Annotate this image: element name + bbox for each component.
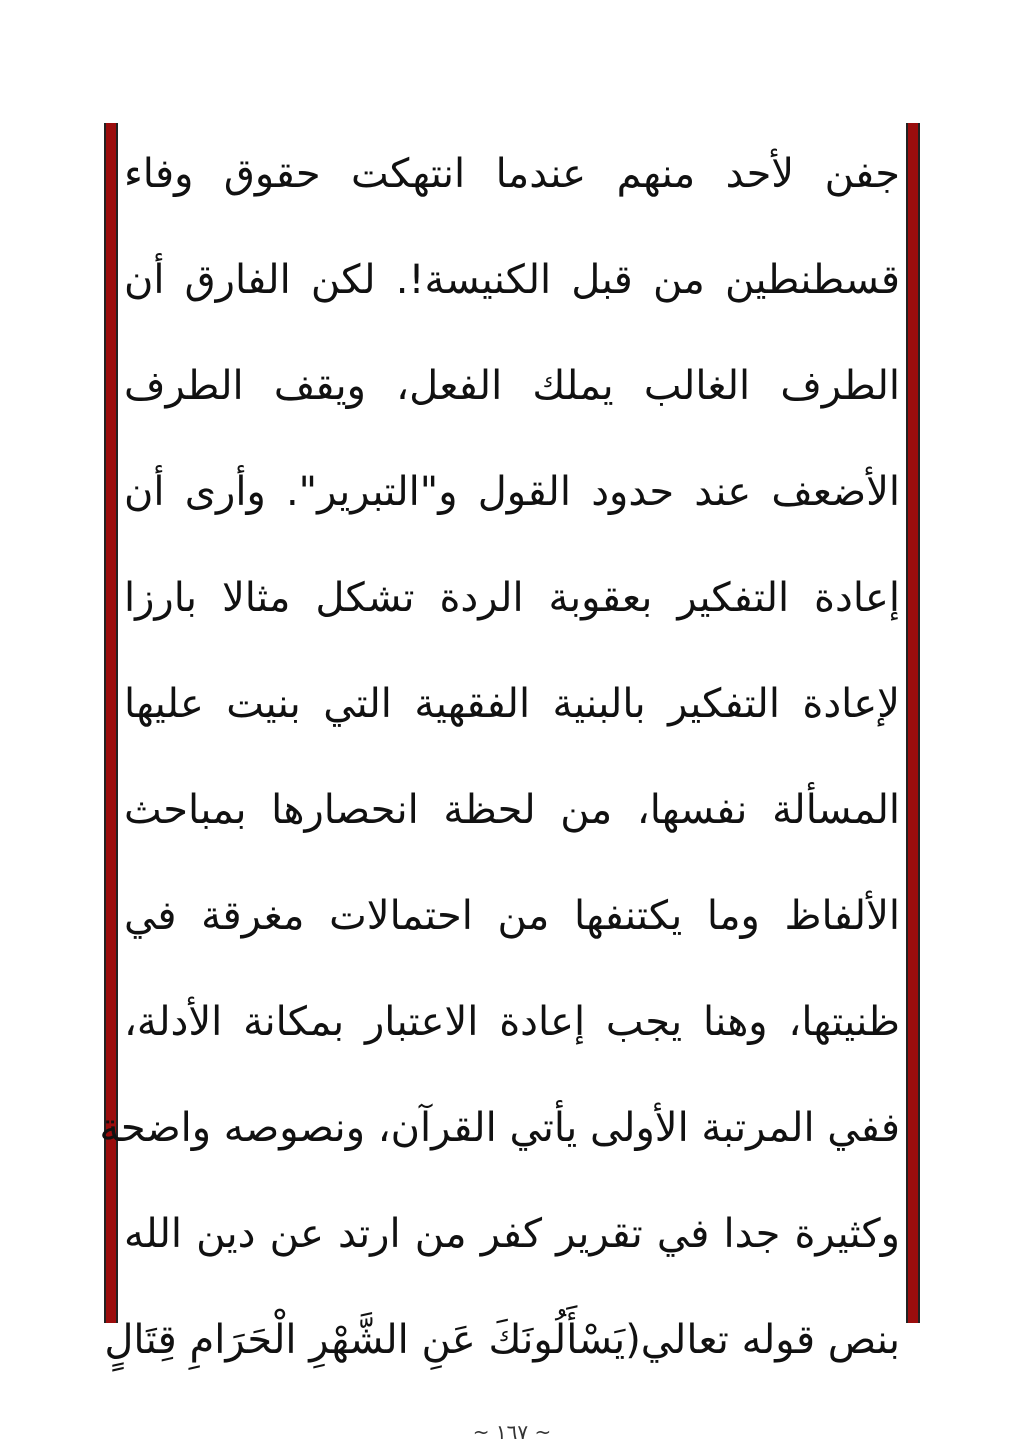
text-line: الطرف الغالب يملك الفعل، ويقف الطرف [124, 363, 900, 409]
page-number: ~ ١٦٧ ~ [472, 1420, 552, 1444]
text-line: وكثيرة جدا في تقرير كفر من ارتد عن دين الله [124, 1211, 900, 1257]
text-line: الألفاظ وما يكتنفها من احتمالات مغرقة في [124, 893, 900, 939]
right-page-border [906, 123, 920, 1323]
body-text [99, 128, 900, 1400]
text-line: قسطنطين من قبل الكنيسة!. لكن الفارق أن [124, 257, 900, 303]
text-line: ظنيتها، وهنا يجب إعادة الاعتبار بمكانة الأدلة، [124, 999, 900, 1045]
text-line: جفن لأحد منهم عندما انتهكت حقوق وفاء [124, 151, 900, 197]
text-line: لإعادة التفكير بالبنية الفقهية التي بنيت عليها [124, 681, 900, 727]
text-line: ففي المرتبة الأولى يأتي القرآن، ونصوصه واضحة [99, 1105, 900, 1151]
text-line: بنص قوله تعالي(يَسْأَلُونَكَ عَنِ الشَّهْرِ الْحَرَامِ قِتَالٍ [104, 1317, 900, 1363]
text-line: الأضعف عند حدود القول و"التبرير". وأرى أن [124, 469, 900, 515]
text-line: إعادة التفكير بعقوبة الردة تشكل مثالا بارزا [124, 575, 900, 621]
text-line: المسألة نفسها، من لحظة انحصارها بمباحث [124, 787, 900, 833]
